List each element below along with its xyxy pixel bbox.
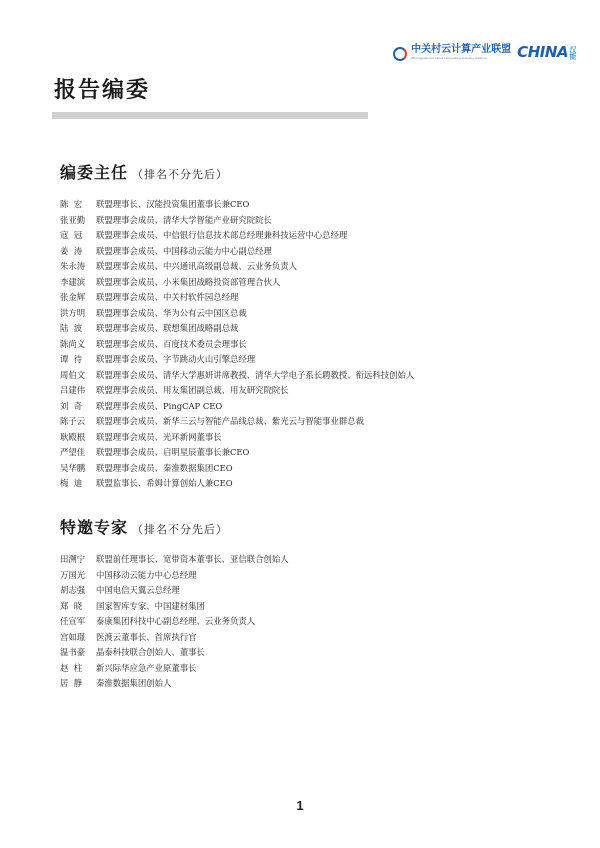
page-number: 1 <box>296 798 304 813</box>
list-item <box>60 368 560 384</box>
member-role: 联盟理事长、汉能投资集团董事长兼CEO <box>96 199 250 209</box>
member-name: 张亚勤 <box>60 214 86 225</box>
member-name: 谭 待 <box>60 354 83 364</box>
member-name: 宫如璟 <box>60 631 86 642</box>
member-name: 寇 冠 <box>60 230 83 240</box>
member-name: 赵 柱 <box>60 662 83 673</box>
member-role: 联盟理事会成员、启明星辰董事长兼CEO <box>96 447 250 457</box>
list-item <box>60 275 560 291</box>
list-item <box>60 337 560 353</box>
member-list <box>60 552 560 692</box>
section-invited-experts <box>60 515 560 692</box>
list-item <box>60 630 560 646</box>
hina-logo-text: HINA <box>527 43 568 61</box>
member-name: 朱永涛 <box>60 261 86 271</box>
list-item <box>60 352 560 368</box>
member-role: 联盟理事会成员、字节跳动火山引擎总经理 <box>96 354 256 364</box>
member-name: 万国光 <box>60 569 86 580</box>
member-role: 中国电信天翼云总经理 <box>96 585 180 595</box>
member-role: 联盟理事会成员、中关村软件园总经理 <box>96 292 239 302</box>
member-name: 居 静 <box>60 678 83 688</box>
member-role: 联盟理事会成员、中信银行信息技术部总经理兼科技运营中心总经理 <box>96 230 348 240</box>
member-role: 联盟理事会成员、PingCAP CEO <box>96 400 223 411</box>
member-role: 联盟前任理事长、宽带资本董事长、亚信联合创始人 <box>96 554 289 564</box>
member-list <box>60 197 560 492</box>
member-role: 新兴际华应急产业原董事长 <box>96 662 197 673</box>
section-note: （排名不分先后） <box>132 168 229 181</box>
member-role: 中国移动云能力中心总经理 <box>96 569 197 580</box>
list-item <box>60 568 560 584</box>
list-item <box>60 430 560 446</box>
section-title <box>60 515 560 538</box>
section-title <box>60 160 560 183</box>
member-role: 联盟理事会成员、光环新网董事长 <box>96 431 222 442</box>
member-name: 温书豪 <box>60 647 86 657</box>
member-role: 泰康集团科技中心副总经理、云业务负责人 <box>96 616 256 626</box>
list-item <box>60 259 560 275</box>
member-role: 联盟理事会成员、百度技术委员会理事长 <box>96 338 247 349</box>
list-item <box>60 290 560 306</box>
list-item <box>60 661 560 677</box>
list-item <box>60 321 560 337</box>
member-role: 联盟监事长、希姆计算创始人兼CEO <box>96 478 233 488</box>
member-role: 联盟理事会成员、华为公有云中国区总裁 <box>96 307 247 318</box>
section-note: （排名不分先后） <box>132 523 229 536</box>
alliance-logo-text: 中关村云计算产业联盟 <box>411 43 512 55</box>
list-item <box>60 676 560 692</box>
list-item <box>60 414 560 430</box>
cloud-logo-icon <box>393 45 407 59</box>
member-name: 郑 晓 <box>60 600 83 611</box>
member-name: 耿殿根 <box>60 431 86 442</box>
member-role: 国家智库专家、中国建材集团 <box>96 600 205 611</box>
member-name: 陈 宏 <box>60 199 83 209</box>
member-name: 梅 迪 <box>60 478 83 488</box>
list-item <box>60 399 560 415</box>
member-name: 洪方明 <box>60 307 86 318</box>
list-item <box>60 383 560 399</box>
member-name: 任宣军 <box>60 616 86 626</box>
member-role: 联盟理事会成员、清华大学惠妍讲席教授、清华大学电子系长聘教授、衔远科技创始人 <box>96 369 415 380</box>
member-role: 联盟理事会成员、新华三云与智能产品线总裁、紫光云与智能事业群总裁 <box>96 416 364 426</box>
member-role: 联盟理事会成员、清华大学智能产业研究院院长 <box>96 214 272 225</box>
member-role: 联盟理事会成员、用友集团副总裁、用友研究院院长 <box>96 385 289 395</box>
hina-logo-tag: 汉能 <box>569 45 577 59</box>
section-title-text: 特邀专家 <box>60 518 129 537</box>
list-item <box>60 476 560 492</box>
member-role: 秦淮数据集团创始人 <box>96 678 172 688</box>
member-name: 刘 奇 <box>60 400 83 411</box>
member-name: 陆 波 <box>60 323 83 333</box>
member-role: 联盟理事会成员、秦淮数据集团CEO <box>96 462 233 473</box>
list-item <box>60 306 560 322</box>
list-item <box>60 645 560 661</box>
list-item <box>60 552 560 568</box>
member-role: 医渡云董事长、首席执行官 <box>96 631 197 642</box>
member-name: 姜 涛 <box>60 245 83 256</box>
page-title: 报告编委 <box>54 77 151 103</box>
list-item <box>60 583 560 599</box>
list-item <box>60 197 560 213</box>
alliance-logo <box>393 45 511 60</box>
list-item <box>60 228 560 244</box>
list-item <box>60 244 560 260</box>
member-role: 联盟理事会成员、中国移动云能力中心副总经理 <box>96 245 272 256</box>
member-role: 联盟理事会成员、联想集团战略副总裁 <box>96 323 239 333</box>
member-role: 晶泰科技联合创始人、董事长 <box>96 647 205 657</box>
list-item <box>60 614 560 630</box>
section-editorial-directors <box>60 160 560 492</box>
member-name: 田溯宁 <box>60 554 86 564</box>
header-logos <box>366 38 576 66</box>
member-name: 周伯文 <box>60 369 86 380</box>
member-role: 联盟理事会成员、小米集团战略投资部管理合伙人 <box>96 276 281 287</box>
member-name: 胡志强 <box>60 585 86 595</box>
member-role: 联盟理事会成员、中兴通讯高级副总裁、云业务负责人 <box>96 261 297 271</box>
member-name: 陈尚义 <box>60 338 86 349</box>
hina-logo <box>517 43 576 61</box>
list-item <box>60 445 560 461</box>
list-item <box>60 213 560 229</box>
member-name: 严望佳 <box>60 447 86 457</box>
list-item <box>60 599 560 615</box>
member-name: 李建滨 <box>60 276 86 287</box>
title-underline-bar <box>52 112 368 119</box>
list-item <box>60 461 560 477</box>
alliance-logo-subtext: Zhongguancun Cloud Computing Industry Alliance <box>411 55 487 60</box>
section-title-text: 编委主任 <box>60 163 129 182</box>
member-name: 吕建伟 <box>60 385 86 395</box>
member-name: 张金辉 <box>60 292 86 302</box>
member-name: 陈子云 <box>60 416 86 426</box>
hina-logo-prefix: C <box>517 43 528 61</box>
member-name: 吴华鹏 <box>60 462 86 473</box>
